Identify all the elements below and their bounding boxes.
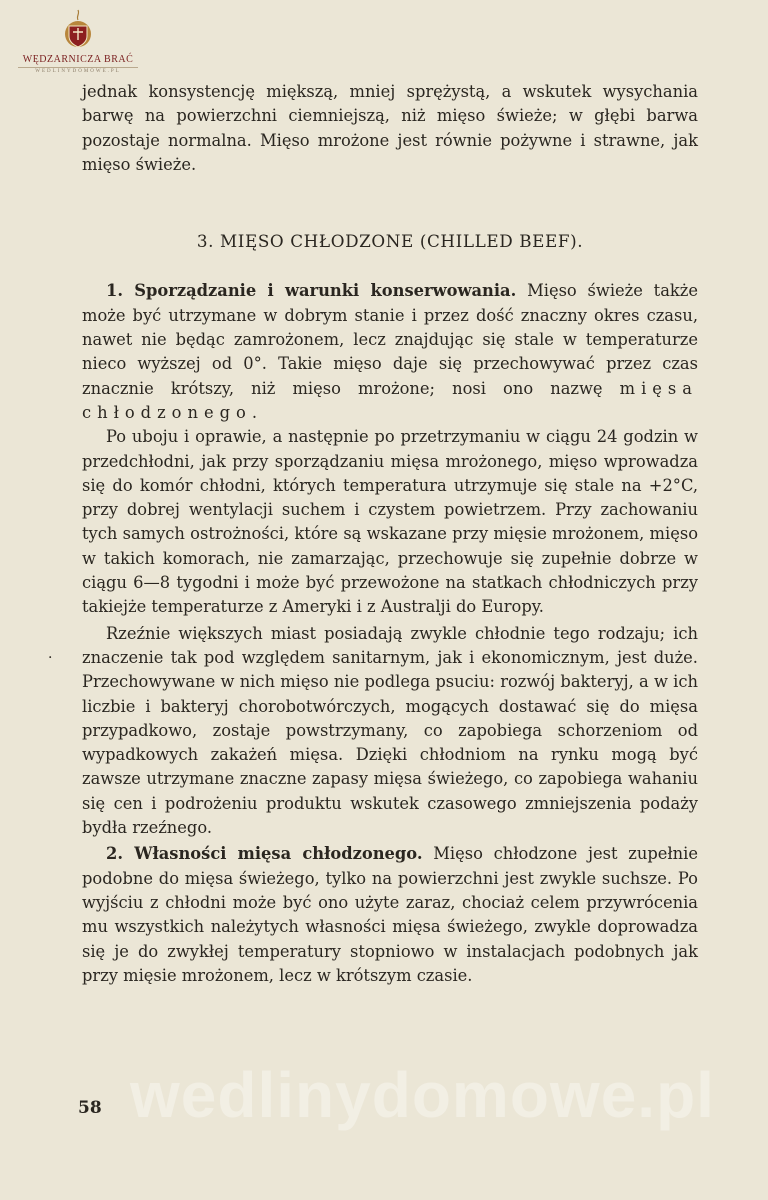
subsection-title: 1. Sporządzanie i warunki konserwowania. xyxy=(106,281,517,301)
section-heading: 3. MIĘSO CHŁODZONE (CHILLED BEEF). xyxy=(196,231,584,252)
spaced-term: mięsa chłodzonego xyxy=(82,378,698,422)
page-body xyxy=(82,80,698,988)
paragraph-text: Mięso chłodzone jest zupełnie podobne do mięsa świeżego, tylko na powierzchni jest zwykle suchsze. Po wyjściu z chłodni może być ono użyte zaraz, chociaż celem przywrócenia mu wszystkich należytych własności mięsa świeżego, zwykle doprowadza się je do zwykłej temperatury stopniowo w instalacjach podobnych jak przy mięsie mrożonem, lecz w krótszym czasie. xyxy=(82,844,698,985)
page-number: 58 xyxy=(78,1098,102,1118)
crest-icon xyxy=(58,8,98,52)
paragraph-rzeznie: Rzeźnie większych miast posiadają zwykle chłodnie tego rodzaju; ich znaczenie tak pod względem sanitarnym, jak i ekonomicznym, jest duże. Przechowywane w nich mięso nie podlega psuciu: rozwój bakteryj, a w ich liczbie i bakteryj chorobotwórczych, mogących dostawać się do mięsa przypadkowo, zostaje powstrzymany, co zapobiega schorzeniom od wypadkowych zakażeń mięsa. Dzięki chłodniom na rynku mogą być zawsze utrzymane znaczne zapasy mięsa świeżego, co zapobiega wahaniu się cen i podrożeniu produktu wskutek czasowego zmniejszenia podaży bydła rzeźnego. xyxy=(82,623,698,838)
logo-brand: WĘDZARNICZA BRAĆ xyxy=(22,54,134,65)
subsection-title: 2. Własności mięsa chłodzonego. xyxy=(106,844,423,864)
paragraph-section-1 xyxy=(82,279,698,425)
watermark-text: wedlinydomowe.pl xyxy=(130,1059,715,1131)
paragraph-text: . xyxy=(251,402,258,422)
margin-mark: · xyxy=(48,650,53,666)
logo-subtitle: WEDLINYDOMOWE.PL xyxy=(35,69,121,74)
paragraph-uboj: Po uboju i oprawie, a następnie po przetrzymaniu w ciągu 24 godzin w przedchłodni, jak przy sporządzaniu mięsa mrożonego, mięso wprowadza się do komór chłodni, których temperatura utrzymuje się stale na +2°C, przy dobrej wentylacji suchem i czystem powietrzem. Przy zachowaniu tych samych ostrożności, które są wskazane przy mięsie mrożonem, mięso w takich komorach, nie zamarzając, przechowuje się zupełnie dobrze w ciągu 6—8 tygodni i może być przewożone na statkach chłodniczych przy takiejże temperaturze z Ameryki i z Australji do Europy. xyxy=(82,427,698,617)
paragraph-intro: jednak konsystencję miększą, mniej sprężystą, a wskutek wysychania barwę na powierzchni ciemniejszą, niż mięso świeże; w głębi barwa pozostaje normalna. Mięso mrożone jest równie pożywne i strawne, jak mięso świeże. xyxy=(82,82,698,174)
paragraph-text: Mięso świeże także może być utrzymane w dobrym stanie i przez dość znaczny okres czasu, nawet nie będąc zamrożonem, lecz znajdując się stale w temperaturze nieco wyższej od 0°. Takie mięso daje się przechowywać przez czas znacznie krótszy, niż mięso mrożone; nosi ono nazwę xyxy=(82,281,698,398)
watermark-logo xyxy=(18,8,138,74)
paragraph-section-2 xyxy=(82,842,698,988)
logo-rule xyxy=(18,67,138,68)
